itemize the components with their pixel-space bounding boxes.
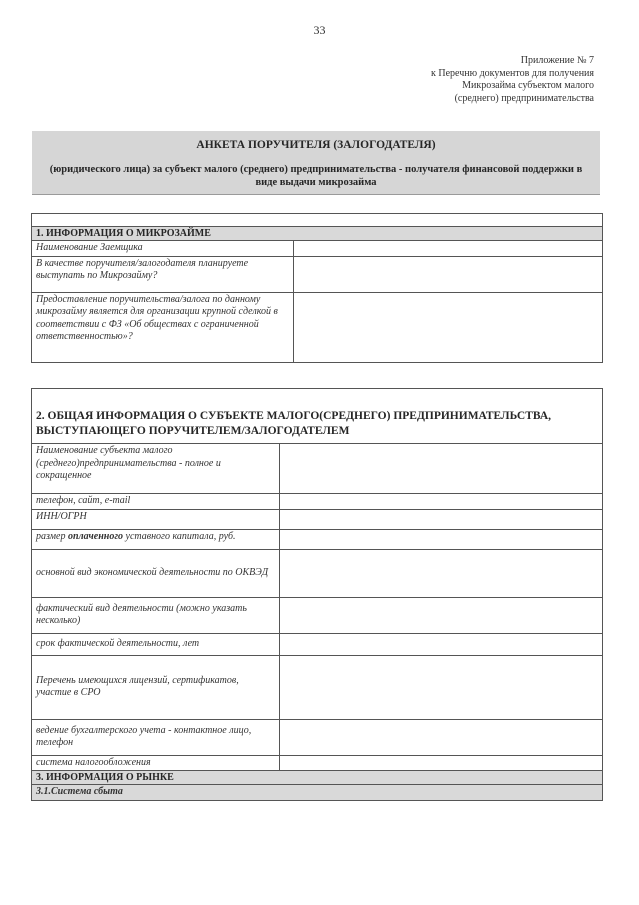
microloan-info-table bbox=[31, 213, 603, 363]
field-value-okved[interactable] bbox=[280, 549, 603, 597]
label-text: размер bbox=[36, 530, 68, 542]
field-value-licenses[interactable] bbox=[280, 655, 603, 719]
field-value-activity-term[interactable] bbox=[280, 633, 603, 655]
section-heading: 3. ИНФОРМАЦИЯ О РЫНКЕ bbox=[32, 771, 603, 785]
field-label-licenses: Перечень имеющихся лицензий, сертификатов, участие в СРО bbox=[32, 655, 280, 719]
subsection-heading: 3.1.Система сбыта bbox=[32, 785, 603, 801]
section-heading: 2. ОБЩАЯ ИНФОРМАЦИЯ О СУБЪЕКТЕ МАЛОГО(СРЕДНЕГО) ПРЕДПРИНИМАТЕЛЬСТВА, ВЫСТУПАЮЩЕГО ПОРУЧИТЕЛЕМ/ЗАЛОГОДАТЕЛЕМ bbox=[32, 389, 603, 444]
field-value-actual-activity[interactable] bbox=[280, 597, 603, 633]
field-label-okved: основной вид экономической деятельности по ОКВЭД bbox=[32, 549, 280, 597]
field-value-tax-system[interactable] bbox=[280, 755, 603, 771]
appendix-line: к Перечню документов для получения bbox=[431, 67, 594, 79]
field-value-major-transaction[interactable] bbox=[294, 292, 603, 362]
label-emphasis: оплаченного bbox=[67, 530, 124, 542]
page-number: 33 bbox=[313, 23, 326, 37]
appendix-line: (среднего) предпринимательства bbox=[454, 92, 594, 104]
field-label-accounting: ведение бухгалтерского учета - контактное лицо, телефон bbox=[32, 719, 280, 755]
form-title-block bbox=[32, 131, 600, 195]
field-value-borrower-name[interactable] bbox=[294, 241, 603, 257]
field-label-activity-term: срок фактической деятельности, лет bbox=[32, 633, 280, 655]
form-title: АНКЕТА ПОРУЧИТЕЛЯ (ЗАЛОГОДАТЕЛЯ) bbox=[196, 139, 436, 151]
field-label-contacts: телефон, сайт, e-mail bbox=[32, 494, 280, 510]
label-text: уставного капитала, руб. bbox=[123, 530, 236, 542]
field-label-actual-activity: фактический вид деятельности (можно указать несколько) bbox=[32, 597, 280, 633]
field-value-inn-ogrn[interactable] bbox=[280, 509, 603, 529]
subject-info-table bbox=[31, 388, 603, 801]
field-label-guarantor-role: В качестве поручителя/залогодателя планируете выступать по Микрозайму? bbox=[32, 256, 294, 292]
appendix-note bbox=[334, 55, 594, 105]
appendix-line: Микрозайма субъектом малого bbox=[462, 80, 594, 91]
field-label-subject-name: Наименование субъекта малого (среднего)предпринимательства - полное и сокращенное bbox=[32, 444, 280, 494]
field-value-guarantor-role[interactable] bbox=[294, 256, 603, 292]
field-value-accounting[interactable] bbox=[280, 719, 603, 755]
field-label-inn-ogrn: ИНН/ОГРН bbox=[32, 509, 280, 529]
blank-row bbox=[32, 214, 603, 227]
field-label-authorized-capital bbox=[32, 529, 280, 549]
field-value-subject-name[interactable] bbox=[280, 444, 603, 494]
form-subtitle: (юридического лица) за субъект малого (среднего) предпринимательства - получателя финансовой поддержки в виде выдачи микрозайма bbox=[49, 164, 583, 188]
field-value-authorized-capital[interactable] bbox=[280, 529, 603, 549]
field-value-contacts[interactable] bbox=[280, 494, 603, 510]
section-heading: 1. ИНФОРМАЦИЯ О МИКРОЗАЙМЕ bbox=[32, 227, 603, 241]
field-label-major-transaction: Предоставление поручительства/залога по данному микрозайму является для организации крупной сделкой в соответствии с ФЗ «Об обществах с ограниченной ответственностью»? bbox=[32, 292, 294, 362]
appendix-line: Приложение № 7 bbox=[520, 55, 594, 66]
field-label-tax-system: система налогообложения bbox=[32, 755, 280, 771]
field-label-borrower-name: Наименование Заемщика bbox=[32, 241, 294, 257]
